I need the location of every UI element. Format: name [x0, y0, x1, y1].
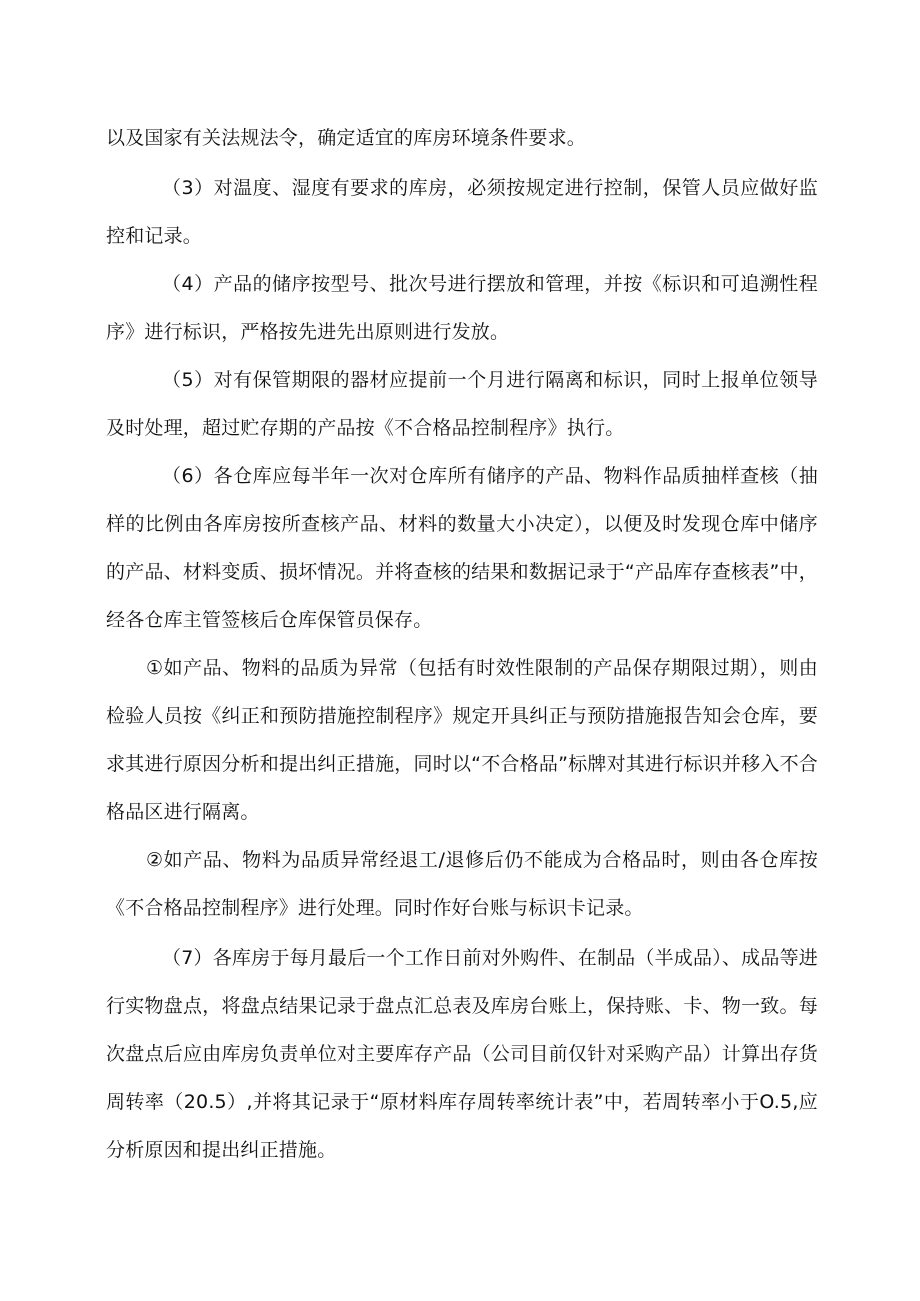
paragraph-item-7: （7）各库房于每月最后一个工作日前对外购件、在制品（半成品）、成品等进行实物盘点，将盘点结果记录于盘点汇总表及库房台账上，保持账、卡、物一致。每次盘点后应由库房负责单位对主要库存产品（公司目前仅针对采购产品）计算出存货周转率（20.5）,并将其记录于“原材料库存周转率统计表”中，若周转率小于O.5,应分析原因和提出纠正措施。	[106, 947, 818, 1161]
paragraph-item-4: （4）产品的储序按型号、批次号进行摆放和管理，并按《标识和可追溯性程序》进行标识，严格按先进先出原则进行发放。	[106, 273, 818, 343]
paragraph-sub-item-1: ①如产品、物料的品质为异常（包括有时效性限制的产品保存期限过期），则由检验人员按《纠正和预防措施控制程序》规定开具纠正与预防措施报告知会仓库，要求其进行原因分析和提出纠正措施，同时以“不合格品”标牌对其进行标识并移入不合格品区进行隔离。	[106, 657, 818, 823]
paragraph-sub-item-2: ②如产品、物料为品质异常经退工/退修后仍不能成为合格品时，则由各仓库按《不合格品控制程序》进行处理。同时作好台账与标识卡记录。	[106, 849, 818, 919]
paragraph-item-5: （5）对有保管期限的器材应提前一个月进行隔离和标识，同时上报单位领导及时处理，超过贮存期的产品按《不合格品控制程序》执行。	[106, 369, 818, 439]
paragraph-item-6: （6）各仓库应每半年一次对仓库所有储序的产品、物料作品质抽样查核（抽样的比例由各库房按所查核产品、材料的数量大小决定），以便及时发现仓库中储序的产品、材料变质、损坏情况。并将查核的结果和数据记录于“产品库存查核表”中，经各仓库主管签核后仓库保管员保存。	[106, 465, 818, 631]
paragraph-item-3: （3）对温度、湿度有要求的库房，必须按规定进行控制，保管人员应做好监控和记录。	[106, 177, 818, 247]
paragraph-continuation: 以及国家有关法规法令，确定适宜的库房环境条件要求。	[106, 127, 587, 149]
